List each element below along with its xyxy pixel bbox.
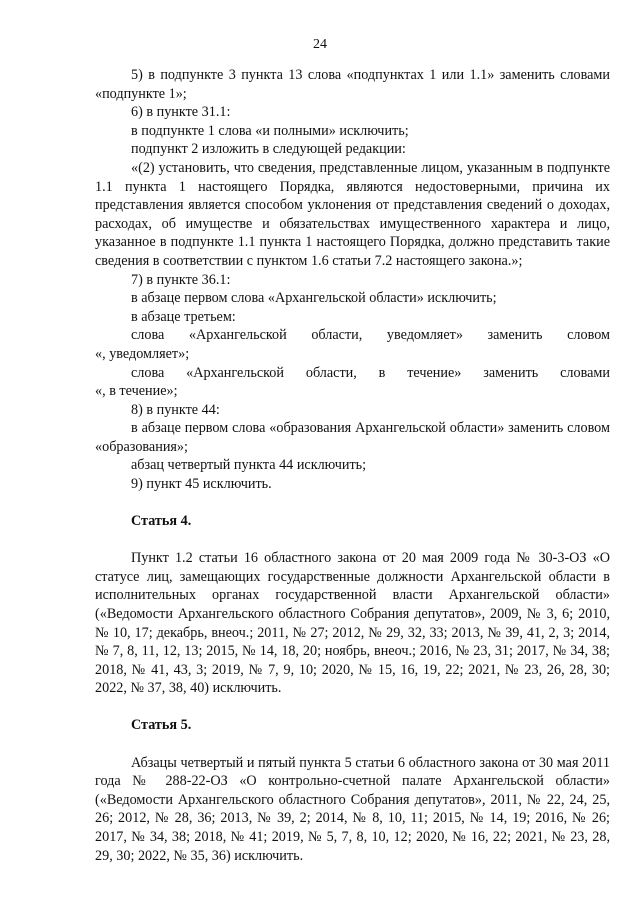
item-6-subpoint-1: в подпункте 1 слова «и полными» исключить; xyxy=(131,122,409,139)
item-8-subpoint-2: абзац четвертый пункта 44 исключить; xyxy=(131,457,367,474)
word: области, xyxy=(305,364,357,381)
document-body xyxy=(95,66,610,865)
item-7-replacement-2-continued: «, в течение»; xyxy=(95,383,178,400)
article-4-text: Пункт 1.2 статьи 16 областного закона от 20 мая 2009 года № 30-3-ОЗ «О статусе лиц, замещающих государственные должности Архангельской области в исполнительных органах государственной власти Архангельской области» («Ведомости Архангельского областного Собрания депутатов», 2009, № 3, 6; 2010, № 10, 17; декабрь, внеоч.; 2011, № 27; 2012, № 29, 32, 33; 2013, № 39, 41, 2, 3; 2014, № 7, 8, 11, 12, 13; 2015, № 14, 18, 20; ноябрь, внеоч.; 2016, № 23, 31; 2017, № 34, 38; 2018, № 41, 43, 3; 2019, № 7, 9, 10; 2020, № 15, 16, 19, 22; 2021, № 23, 26, 28, 30; 2022, № 37, 38, 40) исключить. xyxy=(95,550,610,697)
item-6-subpoint-2: подпункт 2 изложить в следующей редакции: xyxy=(131,141,406,158)
spacer xyxy=(95,735,610,754)
item-7-subpoint-2: в абзаце третьем: xyxy=(131,308,236,325)
item-7-subpoint-1: в абзаце первом слова «Архангельской области» исключить; xyxy=(131,290,497,307)
word: «Архангельской xyxy=(188,327,287,344)
word: слова xyxy=(131,327,165,344)
word: словами xyxy=(560,364,610,381)
page-number: 24 xyxy=(313,37,327,52)
item-6-new-wording: «(2) установить, что сведения, представленные лицом, указанным в подпункте 1.1 пункта 1 настоящего Порядка, являются недостоверными, причина их представления является способом уклонения от представления сведений о доходах, расходах, об имуществе и обязательствах имущественного характера и лицо, указанное в подпункте 1.1 пункта 1 настоящего Порядка, должно представить такие сведения в соответствии с пунктом 1.6 статьи 7.2 настоящего закона.»; xyxy=(95,159,610,269)
item-7: 7) в пункте 36.1: xyxy=(131,271,231,288)
word: течение» xyxy=(407,364,462,381)
word: заменить xyxy=(487,327,543,344)
item-8: 8) в пункте 44: xyxy=(131,401,220,418)
word: словом xyxy=(567,327,610,344)
item-8-subpoint-1: в абзаце первом слова «образования Архангельской области» заменить словом «образования»; xyxy=(95,420,610,455)
spacer xyxy=(95,698,610,716)
spacer xyxy=(95,530,610,549)
item-9: 9) пункт 45 исключить. xyxy=(131,476,272,493)
article-5-text: Абзацы четвертый и пятый пункта 5 статьи 6 областного закона от 30 мая 2011 года № 288-22-ОЗ «О контрольно-счетной палате Архангельской области» («Ведомости Архангельского областного Собрания депутатов», 2011, № 22, 24, 25, 26; 2012, № 28, 36; 2013, № 39, 2; 2014, № 8, 10, 11; 2015, № 14, 19; 2016, № 26; 2017, № 34, 38; 2018, № 41; 2019, № 5, 7, 8, 10, 12; 2020, № 16, 22; 2021, № 23, 28, 29, 30; 2022, № 35, 36) исключить. xyxy=(95,754,610,864)
article-4-heading: Статья 4. xyxy=(131,512,192,529)
spacer xyxy=(95,494,610,512)
item-7-replacement-1 xyxy=(95,326,610,345)
word: заменить xyxy=(483,364,539,381)
item-7-replacement-1-continued: «, уведомляет»; xyxy=(95,345,190,362)
article-5-heading: Статья 5. xyxy=(131,717,192,733)
item-5: 5) в подпункте 3 пункта 13 слова «подпунктах 1 или 1.1» заменить словами «подпункте 1»; xyxy=(95,67,610,102)
word: области, xyxy=(311,327,363,344)
word: «Архангельской xyxy=(186,364,284,381)
word: в xyxy=(378,364,386,381)
word: уведомляет» xyxy=(386,327,463,344)
item-6: 6) в пункте 31.1: xyxy=(131,104,231,121)
item-7-replacement-2 xyxy=(95,364,610,383)
word: слова xyxy=(131,364,165,381)
